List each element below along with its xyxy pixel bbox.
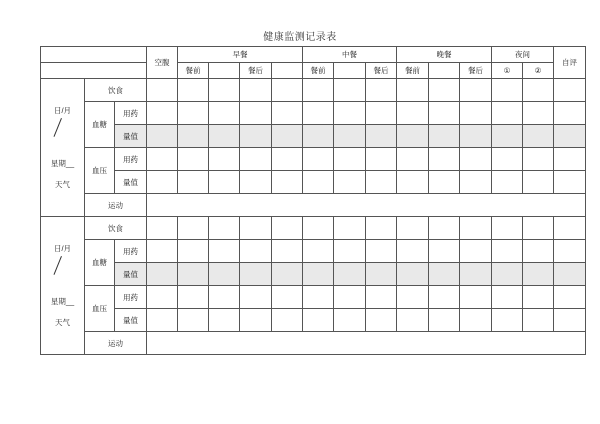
diet-data-cell bbox=[554, 79, 586, 102]
blood-sugar-value-data-cell bbox=[209, 263, 240, 286]
blood-pressure-value-data-cell bbox=[554, 171, 586, 194]
row-blood-sugar-label: 血糖 bbox=[85, 102, 115, 148]
diet-data-cell bbox=[272, 79, 303, 102]
diet-data-cell bbox=[240, 79, 272, 102]
header-breakfast-blank bbox=[209, 63, 240, 79]
blood-sugar-medication-data-cell bbox=[209, 240, 240, 263]
row-blood-pressure-value-label: 量值 bbox=[115, 171, 147, 194]
blood-pressure-medication-data-cell bbox=[209, 286, 240, 309]
header-dinner: 晚餐 bbox=[397, 47, 492, 63]
blood-sugar-medication-data-cell bbox=[523, 240, 554, 263]
diet-data-cell bbox=[272, 217, 303, 240]
header-fasting: 空腹 bbox=[147, 47, 178, 79]
blood-sugar-value-data-cell bbox=[523, 263, 554, 286]
diet-data-cell bbox=[147, 217, 178, 240]
diet-data-cell bbox=[429, 217, 460, 240]
row-blood-sugar-value-label: 量值 bbox=[115, 263, 147, 286]
header-lunch: 中餐 bbox=[303, 47, 397, 63]
blood-pressure-value-data-cell bbox=[397, 171, 429, 194]
blood-pressure-medication-data-cell bbox=[523, 148, 554, 171]
diet-data-cell bbox=[303, 79, 334, 102]
blood-pressure-medication-data-cell bbox=[523, 286, 554, 309]
row-blood-pressure-value-label: 量值 bbox=[115, 309, 147, 332]
blood-pressure-medication-data-cell bbox=[492, 148, 523, 171]
document-title: 健康监测记录表 bbox=[263, 32, 337, 43]
header-night-1: ① bbox=[492, 63, 523, 79]
blood-sugar-medication-data-cell bbox=[240, 102, 272, 125]
blood-sugar-value-data-cell bbox=[366, 125, 397, 148]
blood-sugar-medication-data-cell bbox=[397, 240, 429, 263]
day-row-exercise bbox=[41, 332, 586, 355]
blood-sugar-value-data-cell bbox=[147, 263, 178, 286]
blood-pressure-value-data-cell bbox=[334, 171, 366, 194]
blood-sugar-value-data-cell bbox=[397, 125, 429, 148]
blood-pressure-medication-data-cell bbox=[397, 286, 429, 309]
header-dinner-after: 餐后 bbox=[460, 63, 492, 79]
blood-sugar-value-data-cell bbox=[366, 263, 397, 286]
blood-sugar-value-data-cell bbox=[460, 263, 492, 286]
day-row-blood-pressure-value bbox=[41, 171, 586, 194]
diet-data-cell bbox=[397, 217, 429, 240]
header-breakfast: 早餐 bbox=[178, 47, 303, 63]
diet-data-cell bbox=[147, 79, 178, 102]
date-label: 日/月 bbox=[53, 106, 72, 115]
header-breakfast-blank-2 bbox=[272, 63, 303, 79]
diet-data-cell bbox=[366, 79, 397, 102]
diet-data-cell bbox=[460, 217, 492, 240]
blood-pressure-value-data-cell bbox=[209, 171, 240, 194]
blood-pressure-medication-data-cell bbox=[334, 286, 366, 309]
row-diet-label: 饮食 bbox=[85, 217, 147, 240]
blood-pressure-medication-data-cell bbox=[147, 286, 178, 309]
header-night: 夜间 bbox=[492, 47, 554, 63]
row-diet-label: 饮食 bbox=[85, 79, 147, 102]
blood-sugar-value-data-cell bbox=[209, 125, 240, 148]
header-corner-cell bbox=[41, 47, 147, 63]
blood-pressure-medication-data-cell bbox=[147, 148, 178, 171]
blood-pressure-medication-data-cell bbox=[492, 286, 523, 309]
blood-pressure-medication-data-cell bbox=[554, 286, 586, 309]
blood-sugar-medication-data-cell bbox=[147, 102, 178, 125]
blood-pressure-medication-data-cell bbox=[303, 148, 334, 171]
header-row-1 bbox=[41, 47, 586, 63]
diet-data-cell bbox=[178, 217, 209, 240]
blood-pressure-medication-data-cell bbox=[366, 286, 397, 309]
blood-sugar-medication-data-cell bbox=[303, 240, 334, 263]
row-exercise-label: 运动 bbox=[85, 332, 147, 355]
blood-pressure-value-data-cell bbox=[429, 309, 460, 332]
blood-sugar-medication-data-cell bbox=[240, 240, 272, 263]
header-self-eval: 自评 bbox=[554, 47, 586, 79]
row-blood-pressure-label: 血压 bbox=[85, 286, 115, 332]
blood-pressure-medication-data-cell bbox=[272, 148, 303, 171]
exercise-data-cell bbox=[147, 332, 586, 355]
diet-data-cell bbox=[366, 217, 397, 240]
blood-sugar-medication-data-cell bbox=[397, 102, 429, 125]
blood-pressure-value-data-cell bbox=[492, 171, 523, 194]
blood-pressure-value-data-cell bbox=[397, 309, 429, 332]
blood-pressure-medication-data-cell bbox=[429, 286, 460, 309]
day-row-blood-pressure-medication bbox=[41, 148, 586, 171]
blood-sugar-value-data-cell bbox=[272, 263, 303, 286]
diet-data-cell bbox=[492, 217, 523, 240]
blood-pressure-value-data-cell bbox=[147, 309, 178, 332]
row-blood-sugar-value-label: 量值 bbox=[115, 125, 147, 148]
blood-pressure-medication-data-cell bbox=[366, 148, 397, 171]
blood-sugar-medication-data-cell bbox=[272, 240, 303, 263]
row-blood-pressure-label: 血压 bbox=[85, 148, 115, 194]
blood-sugar-medication-data-cell bbox=[178, 240, 209, 263]
blood-sugar-medication-data-cell bbox=[554, 240, 586, 263]
blood-pressure-medication-data-cell bbox=[240, 286, 272, 309]
header-dinner-blank bbox=[429, 63, 460, 79]
blood-pressure-value-data-cell bbox=[303, 309, 334, 332]
diet-data-cell bbox=[492, 79, 523, 102]
row-blood-sugar-label: 血糖 bbox=[85, 240, 115, 286]
date-label: 日/月 bbox=[53, 244, 72, 253]
weekday-label: 星期__ bbox=[50, 297, 75, 306]
header-breakfast-before: 餐前 bbox=[178, 63, 209, 79]
blood-sugar-medication-data-cell bbox=[366, 102, 397, 125]
blood-sugar-medication-data-cell bbox=[303, 102, 334, 125]
diet-data-cell bbox=[178, 79, 209, 102]
header-corner-cell-2 bbox=[41, 63, 147, 79]
blood-sugar-value-data-cell bbox=[523, 125, 554, 148]
blood-sugar-medication-data-cell bbox=[334, 102, 366, 125]
blood-sugar-value-data-cell bbox=[554, 125, 586, 148]
day-row-blood-pressure-value bbox=[41, 309, 586, 332]
diet-data-cell bbox=[460, 79, 492, 102]
row-blood-sugar-medication-label: 用药 bbox=[115, 102, 147, 125]
weather-label: 天气 bbox=[55, 318, 70, 327]
blood-pressure-value-data-cell bbox=[178, 171, 209, 194]
blood-sugar-value-data-cell bbox=[429, 263, 460, 286]
blood-sugar-medication-data-cell bbox=[492, 240, 523, 263]
blood-sugar-medication-data-cell bbox=[523, 102, 554, 125]
header-breakfast-after: 餐后 bbox=[240, 63, 272, 79]
blood-sugar-medication-data-cell bbox=[272, 102, 303, 125]
diet-data-cell bbox=[334, 79, 366, 102]
blood-sugar-value-data-cell bbox=[303, 263, 334, 286]
record-sheet bbox=[40, 46, 577, 358]
blood-pressure-value-data-cell bbox=[334, 309, 366, 332]
blood-sugar-value-data-cell bbox=[147, 125, 178, 148]
day-row-exercise bbox=[41, 194, 586, 217]
day-date-cell bbox=[41, 79, 85, 217]
blood-sugar-medication-data-cell bbox=[429, 240, 460, 263]
diet-data-cell bbox=[523, 79, 554, 102]
blood-pressure-value-data-cell bbox=[303, 171, 334, 194]
blood-sugar-medication-data-cell bbox=[460, 240, 492, 263]
blood-sugar-medication-data-cell bbox=[334, 240, 366, 263]
row-exercise-label: 运动 bbox=[85, 194, 147, 217]
header-row-2 bbox=[41, 63, 586, 79]
blood-sugar-value-data-cell bbox=[240, 263, 272, 286]
diet-data-cell bbox=[240, 217, 272, 240]
blood-pressure-value-data-cell bbox=[366, 171, 397, 194]
blood-pressure-value-data-cell bbox=[272, 171, 303, 194]
date-slash-mark bbox=[42, 117, 83, 137]
health-record-table bbox=[40, 46, 586, 355]
diet-data-cell bbox=[554, 217, 586, 240]
blood-sugar-value-data-cell bbox=[272, 125, 303, 148]
blood-pressure-medication-data-cell bbox=[460, 148, 492, 171]
blood-sugar-value-data-cell bbox=[334, 125, 366, 148]
blood-sugar-value-data-cell bbox=[492, 125, 523, 148]
blood-sugar-value-data-cell bbox=[240, 125, 272, 148]
blood-pressure-value-data-cell bbox=[240, 171, 272, 194]
diet-data-cell bbox=[209, 217, 240, 240]
blood-pressure-value-data-cell bbox=[554, 309, 586, 332]
day-row-blood-sugar-value bbox=[41, 263, 586, 286]
blood-pressure-value-data-cell bbox=[460, 309, 492, 332]
blood-pressure-value-data-cell bbox=[366, 309, 397, 332]
day-date-cell bbox=[41, 217, 85, 355]
blood-pressure-value-data-cell bbox=[209, 309, 240, 332]
day-row-diet bbox=[41, 217, 586, 240]
day-row-diet bbox=[41, 79, 586, 102]
blood-sugar-medication-data-cell bbox=[366, 240, 397, 263]
weekday-label: 星期__ bbox=[50, 159, 75, 168]
blood-pressure-medication-data-cell bbox=[240, 148, 272, 171]
day-row-blood-sugar-medication bbox=[41, 102, 586, 125]
blood-pressure-value-data-cell bbox=[240, 309, 272, 332]
blood-sugar-value-data-cell bbox=[334, 263, 366, 286]
blood-pressure-medication-data-cell bbox=[460, 286, 492, 309]
blood-sugar-medication-data-cell bbox=[178, 102, 209, 125]
row-blood-pressure-medication-label: 用药 bbox=[115, 286, 147, 309]
blood-pressure-value-data-cell bbox=[147, 171, 178, 194]
row-blood-pressure-medication-label: 用药 bbox=[115, 148, 147, 171]
blood-pressure-medication-data-cell bbox=[209, 148, 240, 171]
blood-pressure-value-data-cell bbox=[523, 171, 554, 194]
diet-data-cell bbox=[303, 217, 334, 240]
diet-data-cell bbox=[523, 217, 554, 240]
blood-pressure-medication-data-cell bbox=[303, 286, 334, 309]
blood-sugar-value-data-cell bbox=[492, 263, 523, 286]
blood-pressure-value-data-cell bbox=[492, 309, 523, 332]
blood-sugar-value-data-cell bbox=[429, 125, 460, 148]
blood-sugar-value-data-cell bbox=[303, 125, 334, 148]
blood-sugar-medication-data-cell bbox=[147, 240, 178, 263]
blood-sugar-value-data-cell bbox=[554, 263, 586, 286]
blood-pressure-medication-data-cell bbox=[397, 148, 429, 171]
blood-pressure-medication-data-cell bbox=[178, 286, 209, 309]
blood-pressure-value-data-cell bbox=[429, 171, 460, 194]
blood-pressure-value-data-cell bbox=[460, 171, 492, 194]
header-lunch-before: 餐前 bbox=[303, 63, 334, 79]
blood-pressure-value-data-cell bbox=[272, 309, 303, 332]
blood-sugar-medication-data-cell bbox=[429, 102, 460, 125]
blood-pressure-medication-data-cell bbox=[429, 148, 460, 171]
weather-label: 天气 bbox=[55, 180, 70, 189]
header-lunch-after: 餐后 bbox=[366, 63, 397, 79]
exercise-data-cell bbox=[147, 194, 586, 217]
row-blood-sugar-medication-label: 用药 bbox=[115, 240, 147, 263]
blood-sugar-medication-data-cell bbox=[209, 102, 240, 125]
header-dinner-before: 餐前 bbox=[397, 63, 429, 79]
diet-data-cell bbox=[334, 217, 366, 240]
blood-pressure-value-data-cell bbox=[523, 309, 554, 332]
diet-data-cell bbox=[429, 79, 460, 102]
blood-pressure-medication-data-cell bbox=[272, 286, 303, 309]
header-night-2: ② bbox=[523, 63, 554, 79]
day-row-blood-sugar-value bbox=[41, 125, 586, 148]
blood-sugar-value-data-cell bbox=[460, 125, 492, 148]
header-lunch-blank bbox=[334, 63, 366, 79]
day-row-blood-pressure-medication bbox=[41, 286, 586, 309]
day-row-blood-sugar-medication bbox=[41, 240, 586, 263]
blood-pressure-medication-data-cell bbox=[178, 148, 209, 171]
diet-data-cell bbox=[397, 79, 429, 102]
blood-pressure-medication-data-cell bbox=[334, 148, 366, 171]
blood-sugar-medication-data-cell bbox=[460, 102, 492, 125]
diet-data-cell bbox=[209, 79, 240, 102]
blood-pressure-value-data-cell bbox=[178, 309, 209, 332]
blood-sugar-medication-data-cell bbox=[554, 102, 586, 125]
date-slash-mark bbox=[42, 255, 83, 275]
blood-sugar-medication-data-cell bbox=[492, 102, 523, 125]
blood-sugar-value-data-cell bbox=[397, 263, 429, 286]
blood-sugar-value-data-cell bbox=[178, 125, 209, 148]
blood-pressure-medication-data-cell bbox=[554, 148, 586, 171]
blood-sugar-value-data-cell bbox=[178, 263, 209, 286]
